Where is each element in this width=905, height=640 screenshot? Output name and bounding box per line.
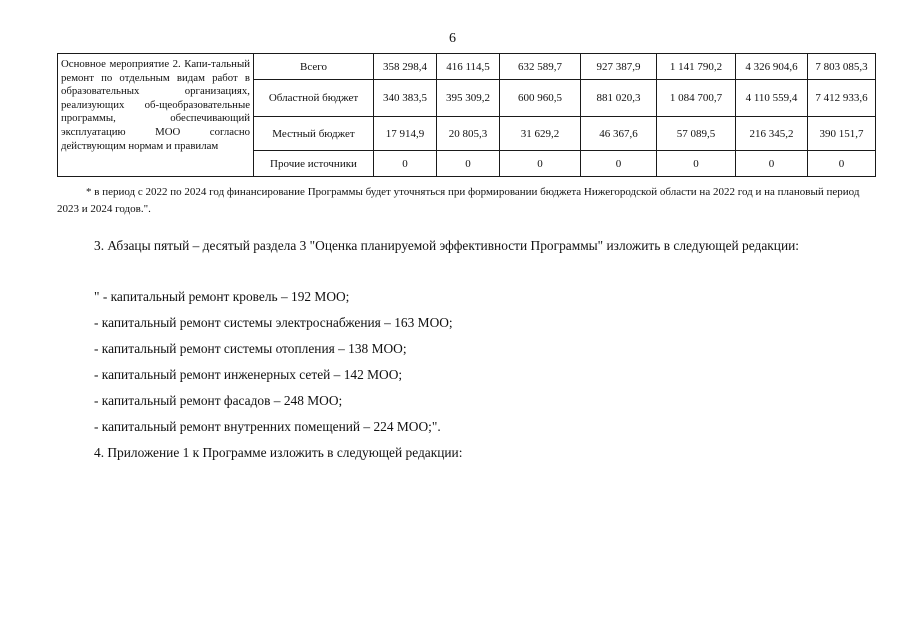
table-footnote: * в период с 2022 по 2024 год финансирование Программы будет уточняться при формировании бюджета Нижегородской области на 2022 год и на плановый период 2023 и 2024 годов.". [57,186,860,215]
value-cell: 216 345,2 [736,117,808,151]
paragraph-4: 4. Приложение 1 к Программе изложить в следующей редакции: [94,445,463,460]
value-cell: 416 114,5 [437,54,500,80]
list-item: - капитальный ремонт инженерных сетей – 142 МОО; [94,367,403,382]
source-cell: Всего [254,54,374,80]
value-cell: 20 805,3 [437,117,500,151]
value-cell: 46 367,6 [581,117,657,151]
value-cell: 7 412 933,6 [808,80,876,117]
list-item: - капитальный ремонт системы отопления – 138 МОО; [94,341,407,356]
value-cell: 1 141 790,2 [657,54,736,80]
value-cell: 358 298,4 [374,54,437,80]
value-cell: 31 629,2 [500,117,581,151]
list-item: - капитальный ремонт системы электроснабжения – 163 МОО; [94,315,453,330]
activity-description-cell: Основное мероприятие 2. Капи-тальный ремонт по отдельным видам работ в образовательных организациях, реализующих об-щеобразовательные программы, обеспечивающий эксплуатацию МОО согласно действующим нормам и правилам [58,54,254,177]
source-cell: Областной бюджет [254,80,374,117]
list-item: - капитальный ремонт фасадов – 248 МОО; [94,393,343,408]
funding-table [57,53,876,177]
value-cell: 0 [437,151,500,177]
list-item: - капитальный ремонт внутренних помещений – 224 МОО;". [94,419,441,434]
source-cell: Местный бюджет [254,117,374,151]
value-cell: 4 326 904,6 [736,54,808,80]
table-row-total [58,54,876,80]
list-item: " - капитальный ремонт кровель – 192 МОО; [94,289,350,304]
value-cell: 0 [657,151,736,177]
value-cell: 0 [808,151,876,177]
page-number: 6 [449,31,456,46]
value-cell: 7 803 085,3 [808,54,876,80]
value-cell: 1 084 700,7 [657,80,736,117]
value-cell: 0 [500,151,581,177]
value-cell: 881 020,3 [581,80,657,117]
value-cell: 0 [736,151,808,177]
value-cell: 927 387,9 [581,54,657,80]
value-cell: 390 151,7 [808,117,876,151]
value-cell: 395 309,2 [437,80,500,117]
value-cell: 4 110 559,4 [736,80,808,117]
value-cell: 0 [581,151,657,177]
value-cell: 0 [374,151,437,177]
value-cell: 340 383,5 [374,80,437,117]
value-cell: 600 960,5 [500,80,581,117]
source-cell: Прочие источники [254,151,374,177]
value-cell: 57 089,5 [657,117,736,151]
value-cell: 632 589,7 [500,54,581,80]
paragraph-3: 3. Абзацы пятый – десятый раздела 3 "Оценка планируемой эффективности Программы" изложить в следующей редакции: [94,238,799,253]
value-cell: 17 914,9 [374,117,437,151]
